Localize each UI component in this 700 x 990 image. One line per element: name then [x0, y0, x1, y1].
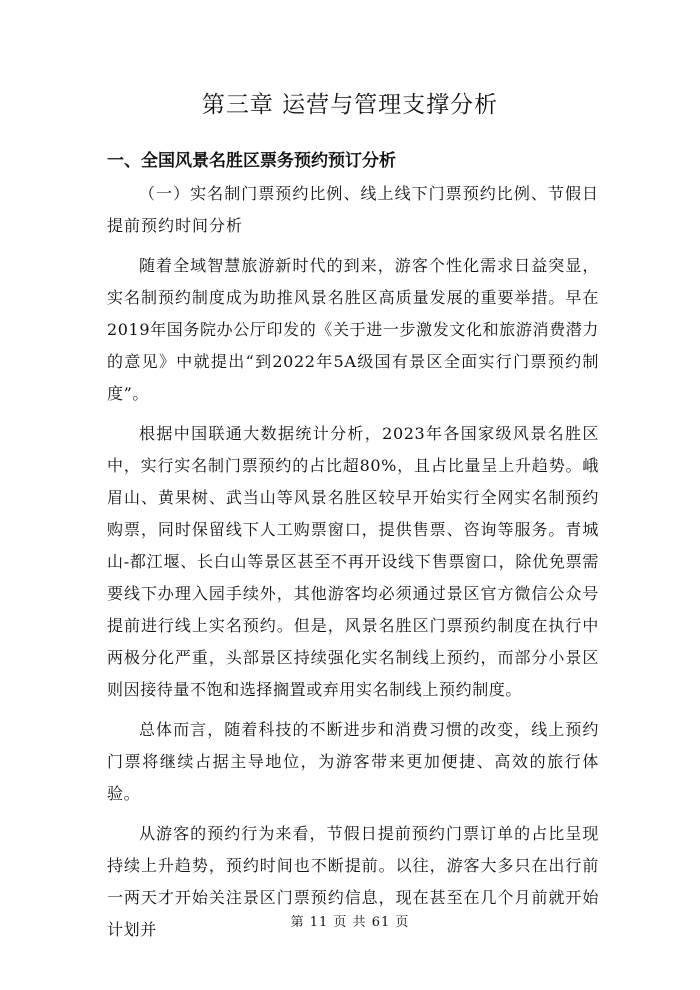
paragraph-3: 总体而言，随着科技的不断进步和消费习惯的改变，线上预约门票将继续占据主导地位，为游客带来更加便捷、高效的旅行体验。 — [107, 720, 599, 803]
body-text — [107, 178, 599, 946]
subsection-heading: （一）实名制门票预约比例、线上线下门票预约比例、节假日提前预约时间分析 — [107, 184, 599, 235]
page-footer: 第 11 页 共 61 页 — [290, 915, 410, 930]
paragraph-4: 从游客的预约行为来看，节假日提前预约门票订单的占比呈现持续上升趋势，预约时间也不断提前。以往，游客大多只在出行前一两天才开始关注景区门票预约信息，现在甚至在几个月前就开始计划并 — [107, 824, 599, 939]
paragraph-1: 随着全域智慧旅游新时代的到来，游客个性化需求日益突显，实名制预约制度成为助推风景名胜区高质量发展的重要举措。早在2019年国务院办公厅印发的《关于进一步激发文化和旅游消费潜力的意见》中就提出“到2022年5A级国有景区全面实行门票预约制度”。 — [107, 256, 599, 403]
section-heading: 一、全国风景名胜区票务预约预订分析 — [107, 151, 396, 171]
chapter-title: 第三章 运营与管理支撑分析 — [201, 92, 499, 118]
paragraph-2: 根据中国联通大数据统计分析，2023年各国家级风景名胜区中，实行实名制门票预约的占比超80%，且占比量呈上升趋势。峨眉山、黄果树、武当山等风景名胜区较早开始实行全网实名制预约购票，同时保留线下人工购票窗口，提供售票、咨询等服务。青城山-都江堰、长白山等景区甚至不再开设线下售票窗口，除优免票需要线下办理入园手续外，其他游客均必须通过景区官方微信公众号提前进行线上实名预约。但是，风景名胜区门票预约制度在执行中两极分化严重，头部景区持续强化实名制线上预约，而部分小景区则因接待量不饱和选择搁置或弃用实名制线上预约制度。 — [107, 424, 599, 699]
